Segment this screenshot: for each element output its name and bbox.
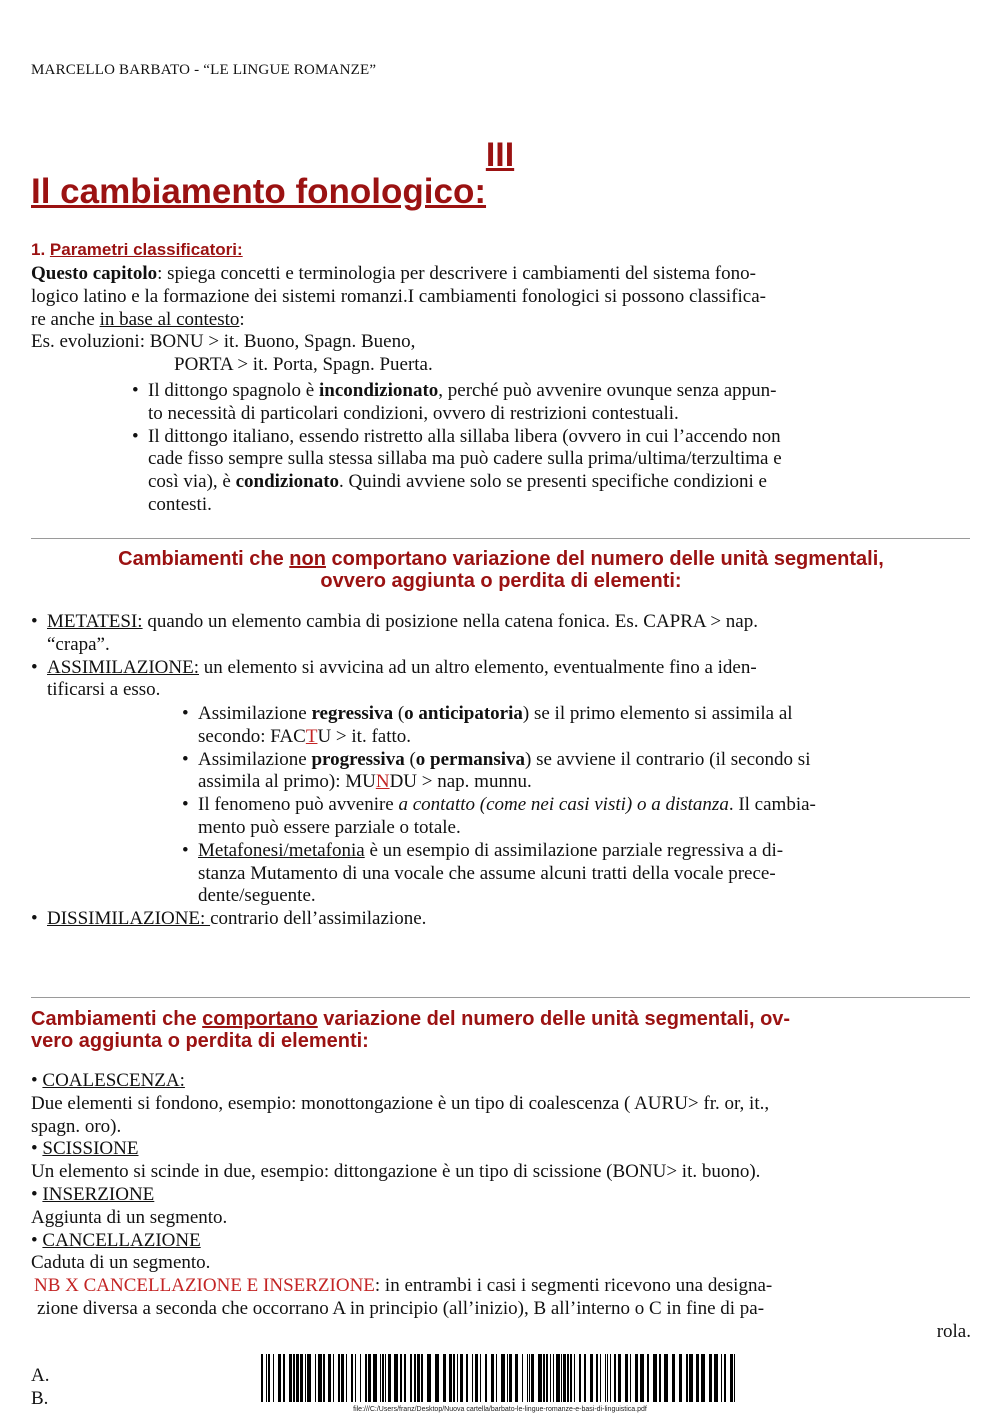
bullet-icon: • — [31, 611, 38, 632]
dissimilazione-list — [31, 908, 972, 931]
intro-paragraph: Questo capitolo: spiega concetti e terminologia per descrivere i cambiamenti del sistema fono- logico latino e la formazione dei sistemi romanzi.I cambiamenti fonologici si possono classifica- re anche in base al contesto: Es. evoluzioni: BONU > it. Buono, Spagn. Bueno, PORTA > it. Porta, Spagn. Puerta. — [31, 263, 976, 377]
list-item: • Assimilazione regressiva (o anticipatoria) se il primo elemento si assimila al secondo: FACTU > it. fatto. — [182, 703, 793, 747]
list-item: • Assimilazione progressiva (o permansiva) se avviene il contrario (il secondo si assimila al primo): MUNDU > nap. munnu. — [182, 748, 811, 793]
file-path-footer: file:///C:/Users/franz/Desktop/Nuova cartella/barbato-le-lingue-romanze-e-basi-di-linguistica.pdf — [353, 1406, 647, 1413]
term-label: INSERZIONE — [42, 1183, 155, 1205]
example-line: PORTA > it. Porta, Spagn. Puerta. — [174, 354, 433, 376]
term-label: CANCELLAZIONE — [42, 1229, 201, 1251]
section-heading-comportano: Cambiamenti che comportano variazione del numero delle unità segmentali, ov- vero aggiunta o perdita di elementi: — [31, 1008, 791, 1052]
bullet-icon: • — [182, 703, 189, 724]
bullet-icon: • — [182, 794, 189, 816]
list-item: • Il fenomeno può avvenire a contatto (come nei casi visti) o a distanza. Il cambia- mento può essere parziale o totale. — [182, 794, 816, 838]
chapter-title: Il cambiamento fonologico: — [31, 172, 487, 211]
dittongo-list — [132, 380, 973, 517]
bullet-icon: • — [182, 839, 189, 861]
nb-note: NB X CANCELLAZIONE E INSERZIONE: in entrambi i casi i segmenti ricevono una designa- zione diversa a seconda che occorrano A in principio (all’inizio), B all’interno o C in fine di pa- rola. — [34, 1275, 971, 1342]
list-item: • Metafonesi/metafonia è un esempio di assimilazione parziale regressiva a di- stanza Mutamento di una vocale che assume alcuni tratti della vocale prece- dente/seguente. — [182, 839, 784, 907]
example-line: Es. evoluzioni: BONU > it. Buono, Spagn. Bueno, — [31, 331, 416, 353]
assimilazione-sublist — [182, 703, 973, 908]
divider — [31, 538, 970, 539]
term-label: ASSIMILAZIONE: — [47, 656, 199, 678]
bullet-icon: • — [182, 748, 189, 770]
section-heading-text: Parametri classificatori: — [49, 240, 243, 259]
phenomena-list — [31, 611, 972, 702]
position-list: A. B. — [31, 1365, 50, 1409]
list-item-assimilazione: • ASSIMILAZIONE: un elemento si avvicina ad un altro elemento, eventualmente fino a iden- tificarsi a esso. — [31, 656, 757, 701]
section-heading-non-comportano: Cambiamenti che non comportano variazione del numero delle unità segmentali, ovvero aggiunta o perdita di elementi: — [118, 548, 884, 592]
list-item: • Il dittongo spagnolo è incondizionato, perché può avvenire ovunque senza appun- to necessità di particolari condizioni, ovvero di restrizioni contestuali. — [132, 380, 777, 424]
term-label: COALESCENZA: — [42, 1070, 185, 1091]
bullet-icon: • — [31, 908, 38, 929]
term-label: SCISSIONE — [42, 1138, 139, 1160]
barcode-bar — [734, 1354, 735, 1402]
bullet-icon: • — [132, 380, 139, 401]
bullet-icon: • — [31, 656, 38, 678]
running-header: MARCELLO BARBATO - “LE LINGUE ROMANZE” — [31, 62, 377, 78]
list-item-metatesi: • METATESI: quando un elemento cambia di posizione nella catena fonica. Es. CAPRA > nap. “crapa”. — [31, 611, 758, 655]
term-label: DISSIMILAZIONE: — [47, 908, 211, 929]
intro-lead: Questo capitolo — [31, 263, 158, 284]
barcode-icon — [261, 1354, 735, 1402]
divider — [31, 997, 970, 998]
segment-changes: • COALESCENZA: Due elementi si fondono, esempio: monottongazione è un tipo di coalescenza ( AURU> fr. or, it., spagn. oro). • SCISSIONE Un elemento si scinde in due, esempio: dittongazione è un tipo di scissione (BONU> it. buono). • INSERZIONE Aggiunta di un segmento. • CANCELLAZIONE Caduta di un segmento. — [31, 1070, 770, 1274]
section-number: 1. — [31, 240, 46, 259]
bullet-icon: • — [132, 425, 139, 447]
chapter-number: III — [485, 136, 515, 174]
term-label: METATESI: — [47, 611, 143, 632]
section-heading-parametri — [31, 240, 243, 260]
list-item-dissimilazione: • DISSIMILAZIONE: contrario dell’assimilazione. — [31, 908, 427, 929]
list-item: • Il dittongo italiano, essendo ristretto alla sillaba libera (ovvero in cui l’accendo non cade fisso sempre sulla stessa sillaba ma può cadere sulla prima/ultima/terzultima e così via), è condizionato. Quindi avviene solo se presenti specifiche condizioni e contesti. — [132, 425, 782, 515]
